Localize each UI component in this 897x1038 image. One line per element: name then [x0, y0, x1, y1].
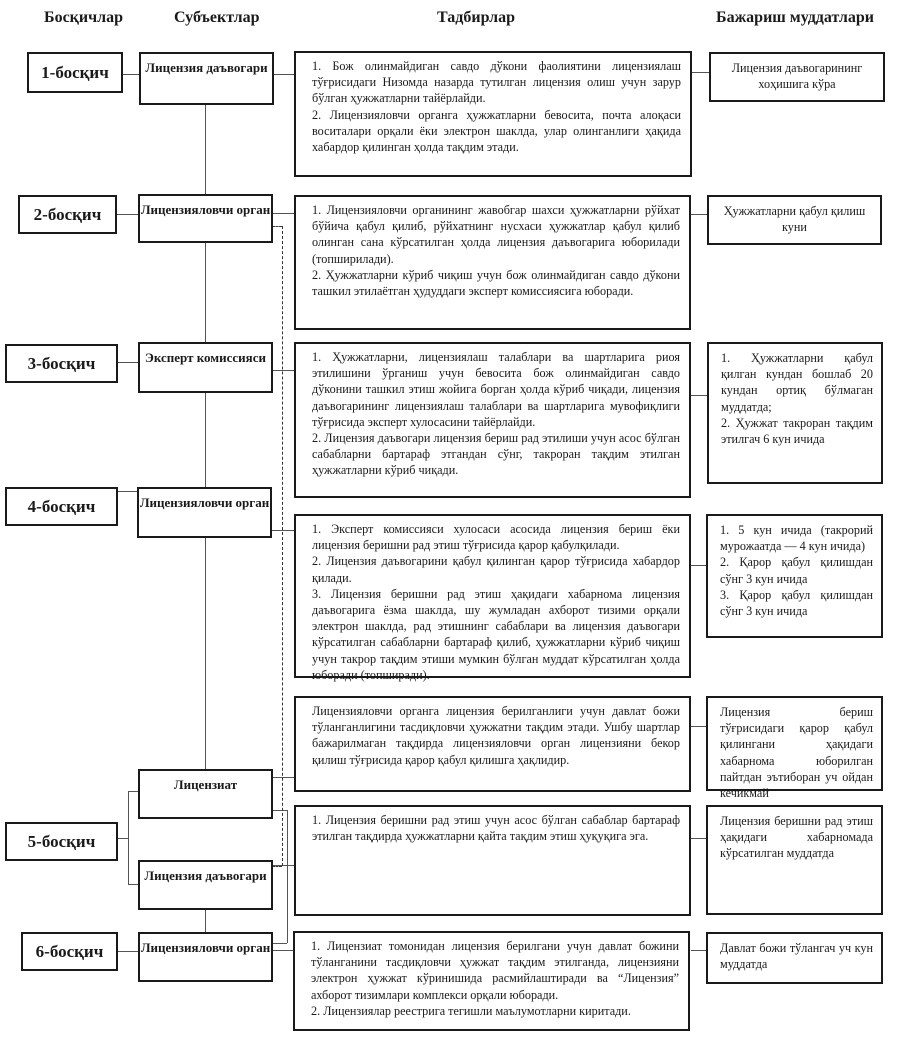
stage-3-box: 3-босқич — [5, 344, 118, 383]
deadline-item: Лицензия бериш тўғрисидаги қарор қабул қилингани ҳақидаги хабарнома юборилган пайтдан эътиборан уч ойдан кечикмай — [720, 705, 873, 801]
action-item: 1. Ҳужжатларни, лицензиялаш талаблари ва шартларига риоя этилишини ўрганиш учун бевосита бож олинмайдиган савдо дўконини ташкил этиш жойига борган ҳолда кўриб чиқади, лицензия даъвогарининг лицензиялаш талаблари ва шартларига мувофиқлиги тўғрисида эксперт хулосасини тайёрлайди. — [312, 350, 680, 429]
connector-line — [272, 530, 294, 531]
connector-line — [272, 370, 294, 371]
subject-label: Лицензия даъвогари — [144, 868, 267, 883]
actions-stage-6 — [293, 931, 690, 1031]
actions-stage-5-applicant — [294, 805, 691, 916]
connector-line — [117, 362, 139, 363]
connector-line — [287, 810, 288, 943]
connector-line — [122, 74, 140, 75]
action-item: 1. Лицензиат томонидан лицензия берилгани учун давлат божини тўланганини тасдиқловчи ҳужжат тақдим этилганда, лицензияни электрон ҳужжат кўринишида расмийлаштиради ва “Лицензия” ахборот тизимлари комплекси орқали юборади. — [311, 939, 679, 1002]
actions-stage-2 — [294, 195, 691, 330]
deadline-item: Лицензия беришни рад этиш ҳақидаги хабарномада кўрсатилган муддатда — [720, 814, 873, 861]
stage-5-box: 5-босқич — [5, 822, 118, 861]
action-item: 2. Лицензия даъвогарини қабул қилинган қарор тўғрисида хабардор қилади. — [312, 554, 680, 585]
stage-2-box: 2-босқич — [18, 195, 117, 234]
connector-line — [272, 74, 294, 75]
deadline-stage-3 — [707, 342, 883, 484]
action-item: 2. Лицензияловчи органга ҳужжатларни бевосита, почта алоқаси воситалари орқали ёки электрон шаклда, улар олинганлиги ҳақида хабардор қилинган ҳолда тақдим этади. — [312, 107, 681, 155]
stage-4-box: 4-босқич — [5, 487, 118, 526]
connector-line — [272, 950, 294, 951]
header-subjects: Субъектлар — [174, 9, 260, 26]
header-deadlines: Бажариш муддатлари — [716, 9, 875, 26]
subject-label: Лицензияловчи орган — [140, 940, 271, 955]
deadline-item: 1. 5 кун ичида (такрорий мурожаатда — 4 кун ичида) — [720, 523, 873, 554]
connector-line — [691, 214, 707, 215]
actions-stage-4 — [294, 514, 691, 682]
action-item: 1. Бож олинмайдиган савдо дўкони фаолиятини лицензиялаш тўғрисидаги Низомда назарда тутилган лицензия олиш учун зарур бўлган ҳужжатларни тайёрлайди. — [312, 59, 681, 106]
stage-1-box: 1-босқич — [27, 52, 123, 93]
action-item: 1. Лицензия беришни рад этиш учун асос бўлган сабаблар бартараф этилган тақдирда ҳужжатларни қайта тақдим этиш ҳуқуқига эга. — [312, 813, 680, 844]
subject-label: Лицензияловчи орган — [139, 495, 270, 510]
subject-label: Лицензияловчи орган — [140, 202, 271, 217]
connector-line — [128, 791, 129, 884]
subject-licensing-authority — [138, 194, 273, 243]
connector-line — [691, 838, 707, 839]
dashed-connector — [272, 226, 282, 227]
subject-licensee — [138, 769, 273, 819]
subject-licensing-authority — [138, 932, 273, 982]
action-item: 1. Лицензияловчи органининг жавобгар шахси ҳужжатларни рўйхат бўйича қабул қилиб, рўйхатнинг нусхаси ҳужжатлар қабул қилиб олинган сана кўрсатилган ҳолда лицензия даъвогарига юборилади (топширилади). — [312, 203, 680, 266]
subject-expert-commission — [138, 342, 273, 393]
subject-license-applicant — [138, 860, 273, 910]
deadline-item: Ҳужжатларни қабул қилиш куни — [723, 204, 866, 235]
connector-line — [272, 777, 294, 778]
stage-6-box: 6-босқич — [21, 932, 118, 971]
connector-line — [117, 214, 139, 215]
action-item: 2. Ҳужжатларни кўриб чиқиш учун бож олинмайдиган савдо дўкони ташкил этилаётган ҳудуддаги эксперт комиссиясига юборади. — [312, 267, 680, 299]
subject-label: Лицензия даъвогари — [145, 60, 268, 75]
action-item: 3. Лицензия беришни рад этиш ҳақидаги хабарнома лицензия даъвогарига ёзма шаклда, шу жумладан ахборот тизими орқали электрон шаклда, рад этишнинг сабаблари ва лицензия даъвогари кўрсатилган сабабларни бартараф қилиб, ҳужжатларни кўриб чиқиш учун такрор тақдим этиши мумкин бўлган муддат кўрсатилган ҳолда юборади (топширади). — [312, 586, 680, 682]
connector-line — [272, 213, 294, 214]
deadline-item: Лицензия даъвогарининг хоҳишига кўра — [731, 61, 863, 92]
connector-line — [691, 726, 707, 727]
dashed-connector — [272, 866, 282, 867]
connector-line — [691, 72, 709, 73]
actions-stage-3 — [294, 342, 691, 498]
deadline-item: 2. Ҳужжат такроран тақдим этилгач 6 кун ичида — [721, 415, 873, 447]
deadline-stage-6 — [706, 932, 883, 984]
deadline-stage-5-applicant — [706, 805, 883, 915]
connector-line — [691, 950, 707, 951]
deadline-stage-2 — [707, 195, 882, 245]
deadline-item: 2. Қарор қабул қилишдан сўнг 3 кун ичида — [720, 555, 873, 586]
header-actions: Тадбирлар — [437, 9, 515, 26]
subject-label: Эксперт комиссияси — [145, 350, 266, 365]
subject-licensing-authority — [137, 487, 272, 538]
deadline-stage-4 — [706, 514, 883, 638]
action-item: 2. Лицензия даъвогари лицензия бериш рад этилиши учун асос бўлган сабабларни бартараф этгандан сўнг, такроран тақдим этилган ҳужжатларни кўриб чиқади. — [312, 431, 680, 478]
connector-line — [691, 395, 707, 396]
actions-stage-1 — [294, 51, 692, 177]
action-item: 2. Лицензиялар реестрига тегишли маълумотларни киритади. — [311, 1003, 631, 1018]
action-item: 1. Эксперт комиссияси хулосаси асосида лицензия бериш ёки лицензия беришни рад этиш тўғрисида қарор қабулқилади. — [312, 522, 680, 553]
connector-line — [691, 565, 707, 566]
deadline-stage-1 — [709, 52, 885, 102]
connector-line — [117, 838, 128, 839]
header-stages: Босқичлар — [44, 9, 124, 26]
deadline-item: Давлат божи тўлангач уч кун муддатда — [720, 941, 873, 972]
action-item: Лицензияловчи органга лицензия берилганлиги учун давлат божи тўланганлигини тасдиқловчи ҳужжатни тақдим этади. Ушбу шартлар бажарилмаган тақдирда лицензияловчи орган лицензияни бекор қилиш тўғрисида қарор қабул қилишга ҳақлидир. — [312, 704, 680, 767]
connector-line — [117, 951, 139, 952]
connector-line — [117, 491, 139, 492]
deadline-stage-5-licensee — [706, 696, 883, 801]
connector-line — [272, 810, 287, 811]
deadline-item: 1. Ҳужжатларни қабул қилган кундан бошлаб 20 кундан ортиқ бўлмаган муддатда; — [721, 351, 873, 414]
dashed-connector — [282, 226, 283, 866]
deadline-item: 3. Қарор қабул қилишдан сўнг 3 кун ичида — [720, 587, 873, 619]
subject-license-applicant — [139, 52, 274, 105]
connector-line — [272, 943, 287, 944]
actions-stage-5-licensee — [294, 696, 691, 792]
subject-label: Лицензиат — [173, 777, 238, 792]
